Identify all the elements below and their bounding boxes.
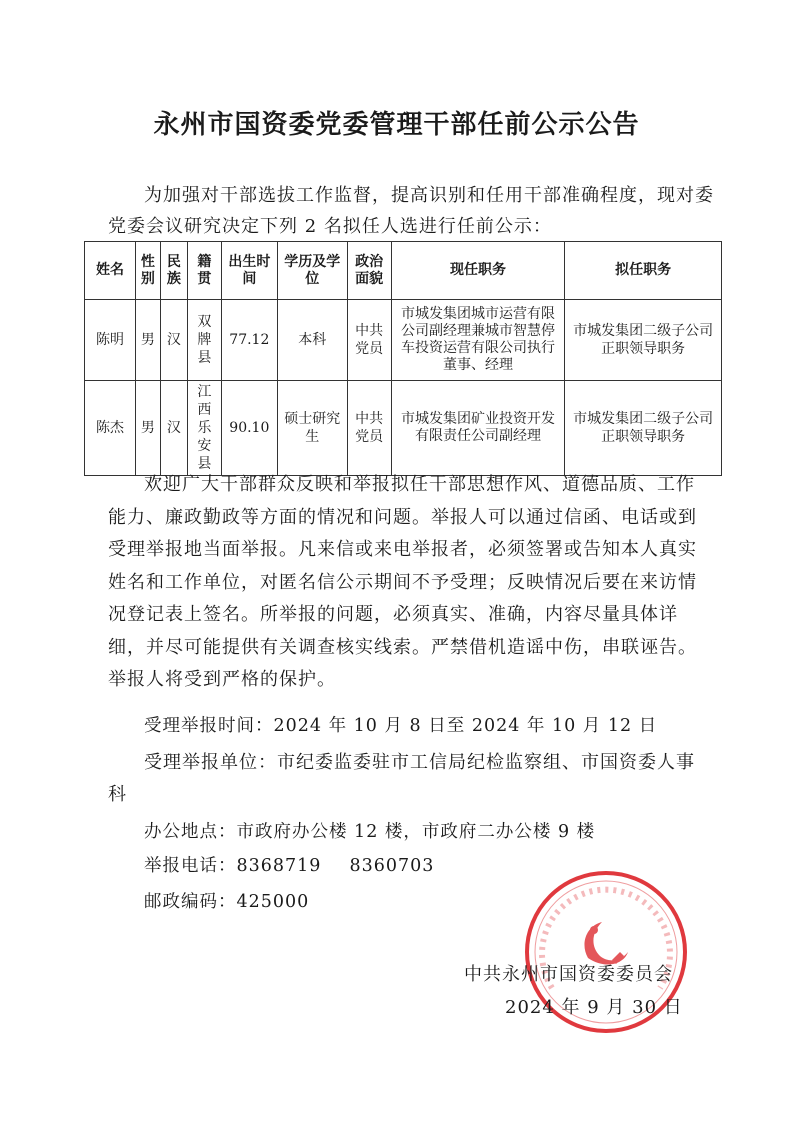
signature-date: 2024 年 9 月 30 日	[505, 997, 683, 1018]
cell-name: 陈明	[85, 300, 136, 381]
header-current-post: 现任职务	[391, 242, 565, 300]
table-row	[85, 381, 722, 476]
cell-birth: 77.12	[221, 300, 277, 381]
header-birth: 出生时间	[221, 242, 277, 300]
table-row	[85, 300, 722, 381]
report-phone	[144, 852, 434, 877]
header-ethnicity: 民族	[160, 242, 187, 300]
office-address: 办公地点：市政府办公楼 12 楼，市政府二办公楼 9 楼	[144, 822, 596, 842]
page-title: 永州市国资委党委管理干部任前公示公告	[153, 110, 640, 140]
cell-name: 陈杰	[85, 381, 136, 476]
phone-number-1: 8368719	[236, 856, 322, 876]
table-header-row	[85, 242, 722, 300]
cell-education: 硕士研究生	[277, 381, 347, 476]
header-proposed-post: 拟任职务	[565, 242, 722, 300]
header-name: 姓名	[85, 242, 136, 300]
signature-organization: 中共永州市国资委委员会	[464, 964, 673, 985]
candidate-table	[84, 241, 722, 476]
cell-political: 中共党员	[347, 381, 391, 476]
cell-proposed-post: 市城发集团二级子公司正职领导职务	[565, 381, 722, 476]
cell-current-post: 市城发集团城市运营有限公司副经理兼城市智慧停车投资运营有限公司执行董事、经理	[391, 300, 565, 381]
cell-education: 本科	[277, 300, 347, 381]
cell-origin: 双牌县	[187, 300, 221, 381]
header-political: 政治面貌	[347, 242, 391, 300]
cell-gender: 男	[135, 300, 160, 381]
cell-birth: 90.10	[221, 381, 277, 476]
cell-political: 中共党员	[347, 300, 391, 381]
postcode: 邮政编码：425000	[144, 892, 310, 912]
cell-ethnicity: 汉	[160, 300, 187, 381]
phone-number-2: 8360703	[349, 856, 435, 876]
phone-label: 举报电话：	[144, 856, 237, 876]
cell-proposed-post: 市城发集团二级子公司正职领导职务	[565, 300, 722, 381]
body-paragraph: 欢迎广大干部群众反映和举报拟任干部思想作风、道德品质、工作能力、廉政勤政等方面的情况和问题。举报人可以通过信函、电话或到受理举报地当面举报。凡来信或来电举报者，必须签署或告知本人真实姓名和工作单位，对匿名信公示期间不予受理；反映情况后要在来访情况登记表上签名。所举报的问题，必须真实、准确，内容尽量具体详细，并尽可能提供有关调查核实线索。严禁借机造谣中伤，串联诬告。举报人将受到严格的保护。	[108, 474, 697, 690]
cell-ethnicity: 汉	[160, 381, 187, 476]
report-time: 受理举报时间：2024 年 10 月 8 日至 2024 年 10 月 12 日	[144, 716, 658, 736]
cell-origin: 江西乐安县	[187, 381, 221, 476]
header-education: 学历及学位	[277, 242, 347, 300]
cell-gender: 男	[135, 381, 160, 476]
intro-paragraph: 为加强对干部选拔工作监督，提高识别和任用干部准确程度，现对委党委会议研究决定下列 2 名拟任人选进行任前公示：	[108, 185, 714, 237]
report-unit: 受理举报单位：市纪委监委驻市工信局纪检监察组、市国资委人事科	[108, 752, 695, 805]
header-gender: 性别	[135, 242, 160, 300]
header-origin: 籍贯	[187, 242, 221, 300]
cell-current-post: 市城发集团矿业投资开发有限责任公司副经理	[391, 381, 565, 476]
